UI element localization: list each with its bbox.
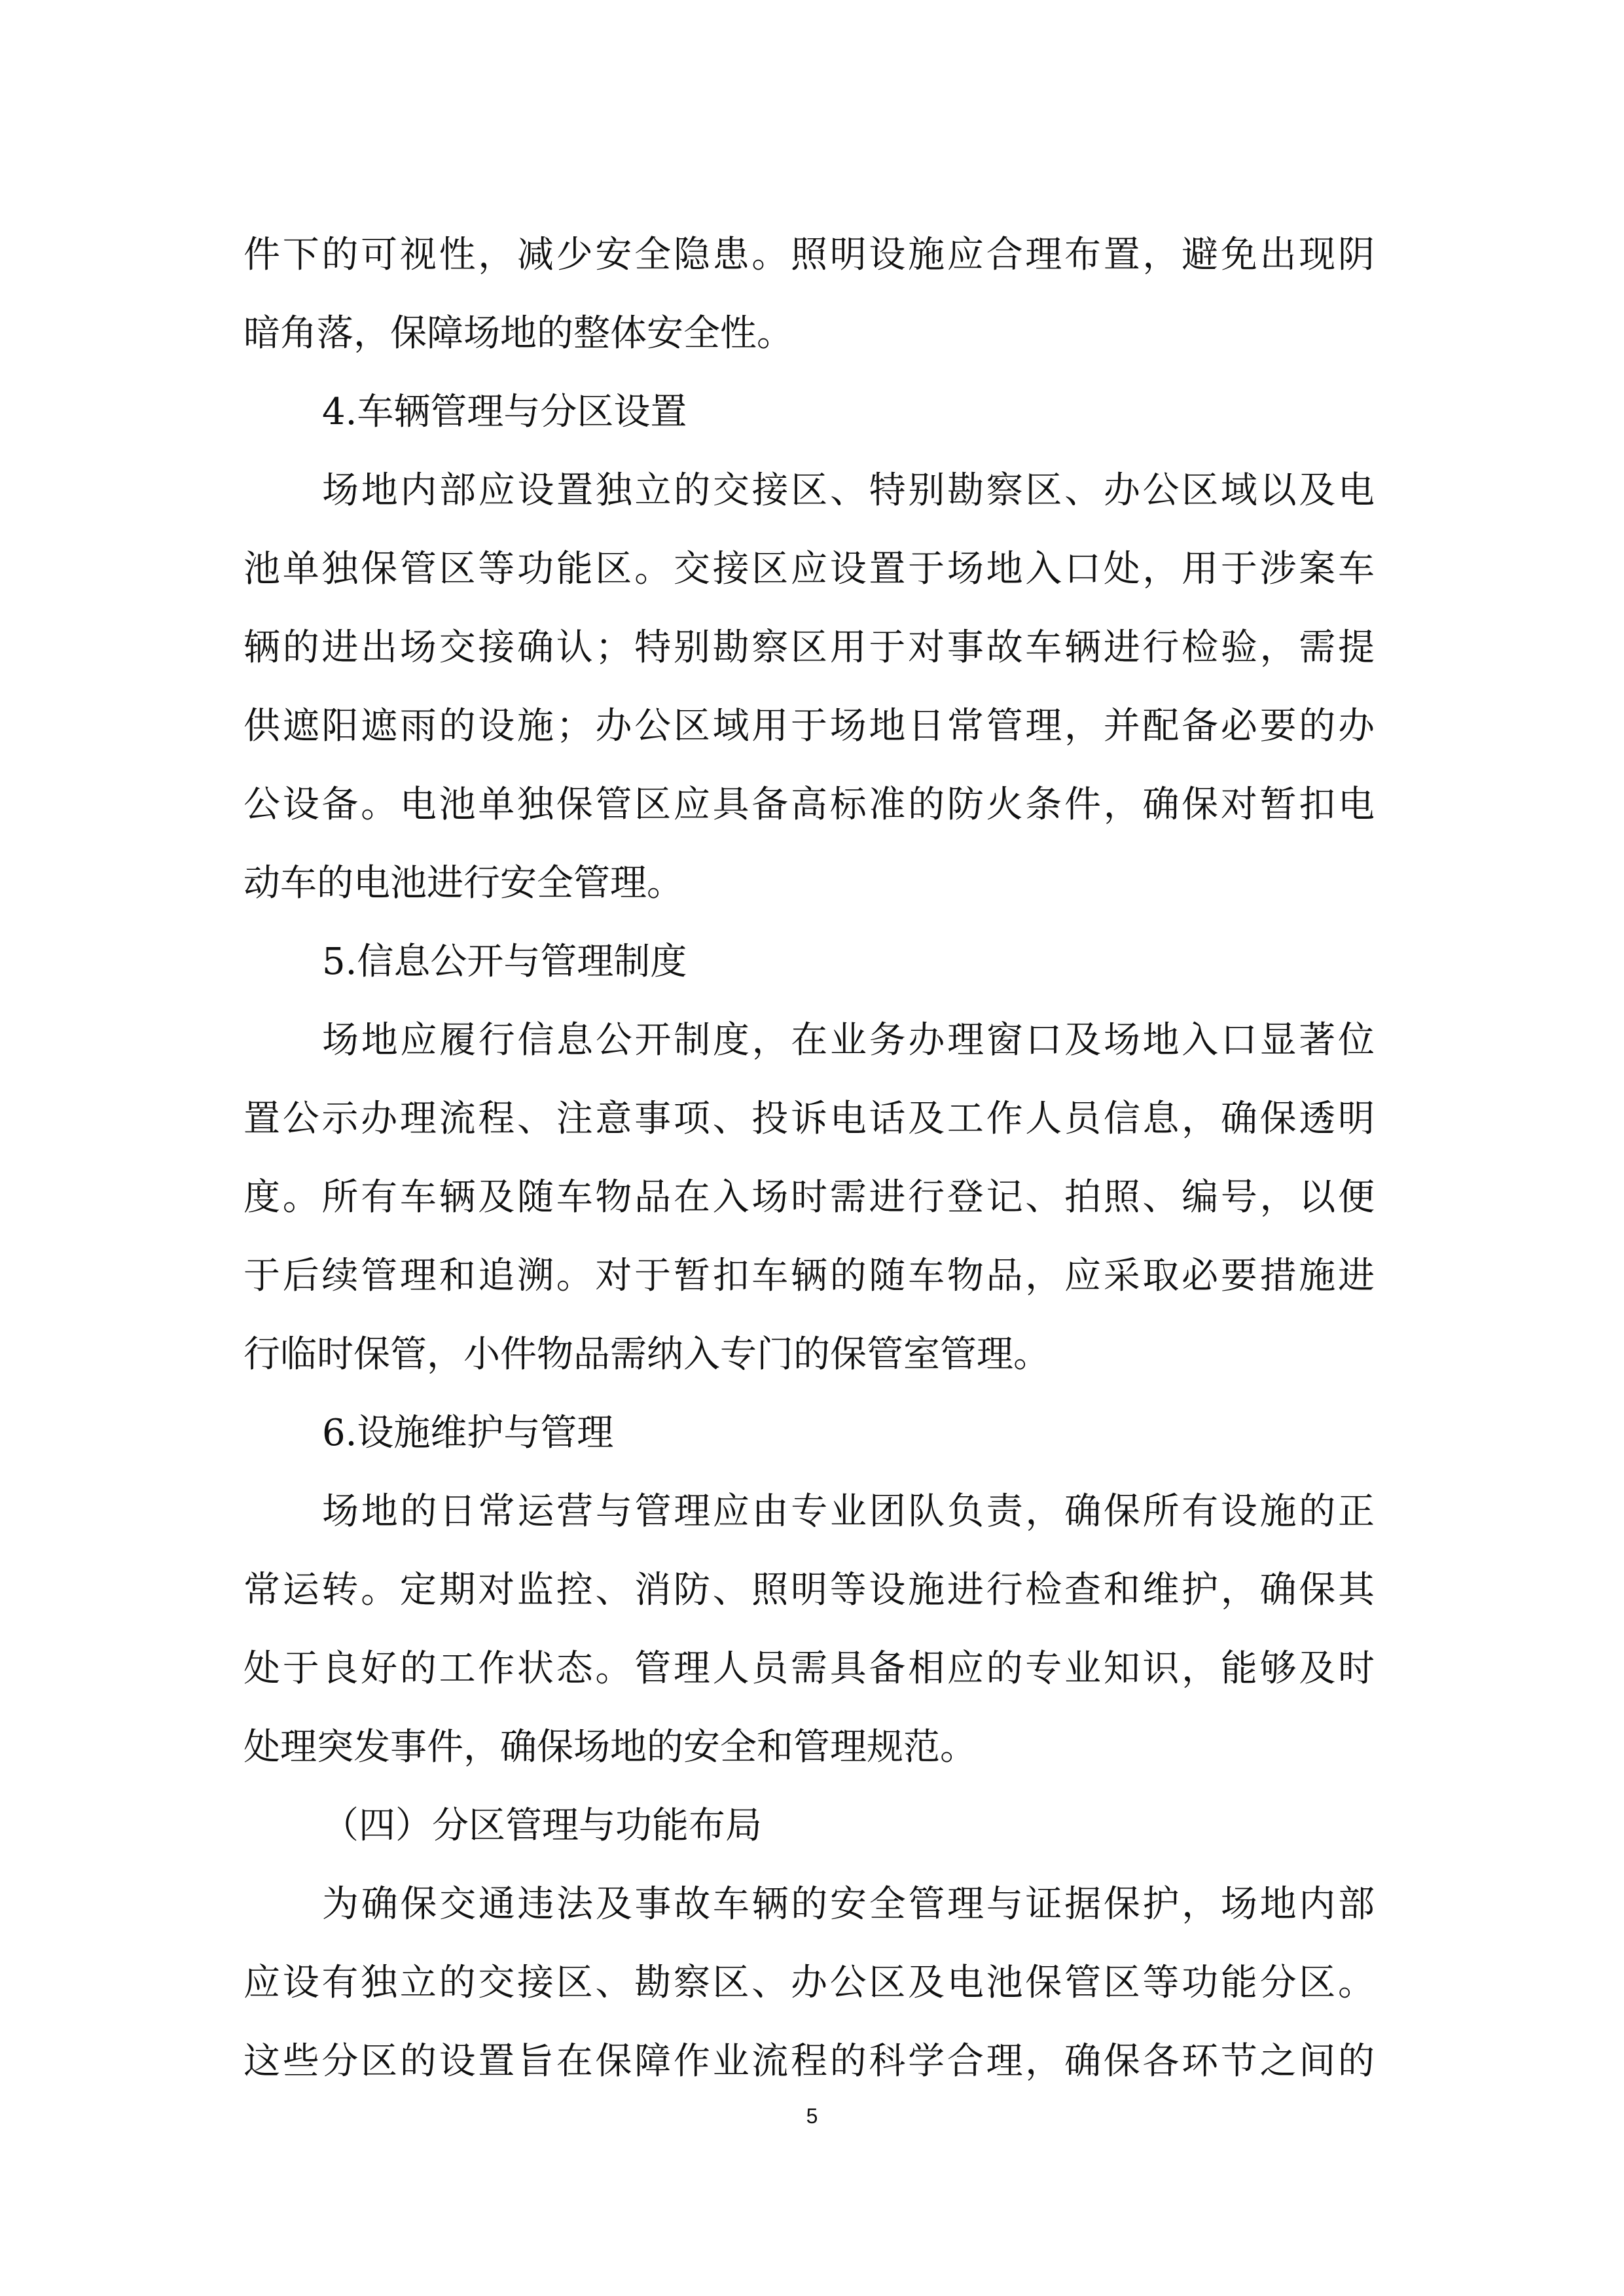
paragraph-line: 于后续管理和追溯。对于暂扣车辆的随车物品，应采取必要措施进 [244,1255,1375,1297]
section-heading: 6.设施维护与管理 [322,1412,614,1454]
paragraph-line: 处于良好的工作状态。管理人员需具备相应的专业知识，能够及时 [244,1647,1375,1690]
section-heading: 5.信息公开与管理制度 [322,941,687,983]
paragraph-line: 供遮阳遮雨的设施；办公区域用于场地日常管理，并配备必要的办 [244,705,1375,747]
paragraph-line: 件下的可视性，减少安全隐患。照明设施应合理布置，避免出现阴 [244,234,1375,276]
document-body [244,216,1375,2101]
paragraph-line: 暗角落，保障场地的整体安全性。 [244,312,793,355]
paragraph-line: 常运转。定期对监控、消防、照明等设施进行检查和维护，确保其 [244,1569,1375,1611]
section-heading: （四）分区管理与功能布局 [322,1804,762,1847]
paragraph-line: 行临时保管，小件物品需纳入专门的保管室管理。 [244,1333,1050,1376]
page-number: 5 [806,2104,818,2128]
paragraph-line: 场地内部应设置独立的交接区、特别勘察区、办公区域以及电 [322,469,1375,512]
paragraph-line: 为确保交通违法及事故车辆的安全管理与证据保护，场地内部 [322,1883,1375,1926]
paragraph [244,216,1375,373]
paragraph [244,1001,1375,1394]
paragraph-line: 辆的进出场交接确认；特别勘察区用于对事故车辆进行检验，需提 [244,626,1375,669]
paragraph-line: 场地应履行信息公开制度，在业务办理窗口及场地入口显著位 [322,1019,1375,1062]
paragraph-line: 池单独保管区等功能区。交接区应设置于场地入口处，用于涉案车 [244,548,1375,590]
paragraph-line: 这些分区的设置旨在保障作业流程的科学合理，确保各环节之间的 [244,2040,1375,2083]
paragraph-line: 场地的日常运营与管理应由专业团队负责，确保所有设施的正 [322,1490,1375,1533]
section-heading: 4.车辆管理与分区设置 [322,391,687,433]
paragraph [244,452,1375,923]
paragraph-line: 公设备。电池单独保管区应具备高标准的防火条件，确保对暂扣电 [244,783,1375,826]
paragraph-line: 应设有独立的交接区、勘察区、办公区及电池保管区等功能分区。 [244,1962,1375,2004]
paragraph [244,1473,1375,1787]
paragraph-line: 动车的电池进行安全管理。 [244,862,683,905]
paragraph [244,1865,1375,2101]
paragraph-line: 度。所有车辆及随车物品在入场时需进行登记、拍照、编号，以便 [244,1176,1375,1219]
paragraph-line: 置公示办理流程、注意事项、投诉电话及工作人员信息，确保透明 [244,1098,1375,1140]
paragraph-line: 处理突发事件，确保场地的安全和管理规范。 [244,1726,977,1768]
